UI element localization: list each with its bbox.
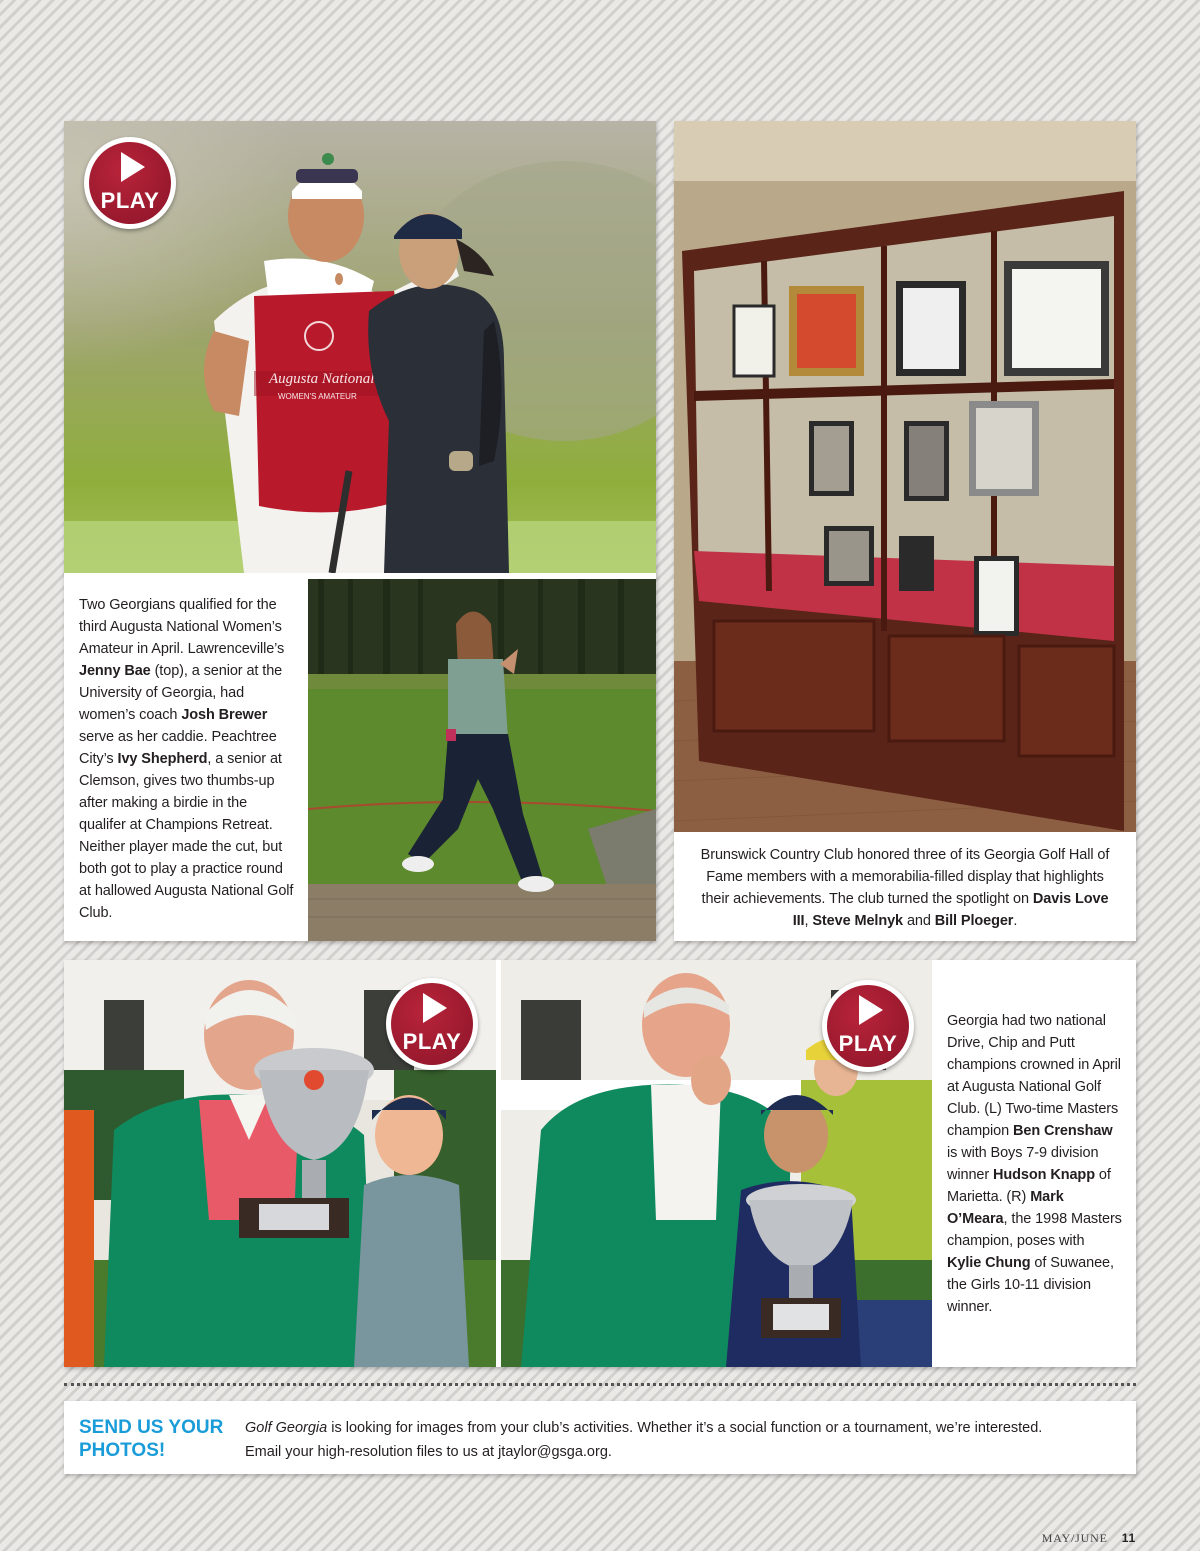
send-photos-line1-text: is looking for images from your club’s activities. Whether it’s a social function or a tournament, we’re interested. [327, 1420, 1043, 1436]
bib-line2: WOMEN'S AMATEUR [278, 392, 357, 401]
play-video-button-jenny-bae[interactable] [84, 137, 176, 229]
publication-name: Golf Georgia [245, 1420, 328, 1436]
augusta-caption: Two Georgians qualified for the third Augusta National Women’s Amateur in April. Lawrenceville’s Jenny Bae (top), a senior at the University of Georgia, had women’s coach Josh Brewer serve as her caddie. Peachtree City’s Ivy Shepherd, a senior at Clemson, gives two thumbs-up after making a birdie in the qualifer at Champions Retreat. Neither player made the cut, but both got to play a practice round at hallowed Augusta National Golf Club. [79, 597, 294, 921]
caption-name: Kylie Chung [947, 1255, 1031, 1271]
play-label: PLAY [100, 188, 160, 213]
caption-name: Steve Melnyk [812, 913, 904, 929]
send-photos-text [245, 1416, 1125, 1464]
play-icon [89, 142, 171, 224]
brunswick-caption: Brunswick Country Club honored three of its Georgia Golf Hall of Fame members with a memorabilia-filled display that highlights their achievements. The club turned the spotlight on Davis Love III, Steve Melnyk and Bill Ploeger. [700, 847, 1110, 929]
play-video-button-crenshaw[interactable] [386, 978, 478, 1070]
send-photos-line1 [245, 1416, 1125, 1440]
caption-name: Josh Brewer [181, 707, 268, 723]
caption-name: Davis Love III [792, 891, 1109, 929]
play-icon [827, 985, 909, 1067]
caption-name: Hudson Knapp [993, 1167, 1095, 1183]
caption-name: Ben Crenshaw [1013, 1123, 1113, 1139]
play-label: PLAY [402, 1029, 462, 1054]
caption-name: Jenny Bae [79, 663, 151, 679]
page-folio [1042, 1531, 1136, 1546]
issue-label: MAY/JUNE [1041, 1531, 1108, 1545]
hall-of-fame-display-photo [674, 121, 1136, 832]
caption-name: Bill Ploeger [934, 913, 1014, 929]
bib-line1: Augusta National [269, 371, 375, 387]
play-video-button-omeara[interactable] [822, 980, 914, 1072]
drive-chip-putt-caption: Georgia had two national Drive, Chip and Putt champions crowned in April at Augusta National Golf Club. (L) Two-time Masters champion Ben Crenshaw is with Boys 7-9 division winner Hudson Knapp of Marietta. (R) Mark O’Meara, the 1998 Masters champion, poses with Kylie Chung of Suwanee, the Girls 10-11 division winner. [947, 1013, 1122, 1315]
play-label: PLAY [838, 1031, 898, 1056]
send-photos-heading: SEND US YOUR PHOTOS! [79, 1417, 224, 1461]
page-number: 11 [1121, 1531, 1136, 1545]
play-icon [391, 983, 473, 1065]
dotted-divider [64, 1383, 1136, 1386]
caption-name: Mark O’Meara [947, 1189, 1064, 1227]
caption-name: Ivy Shepherd [117, 751, 208, 767]
send-photos-line2: Email your high-resolution files to us at jtaylor@gsga.org. [245, 1444, 612, 1460]
ivy-shepherd-photo [308, 579, 656, 941]
